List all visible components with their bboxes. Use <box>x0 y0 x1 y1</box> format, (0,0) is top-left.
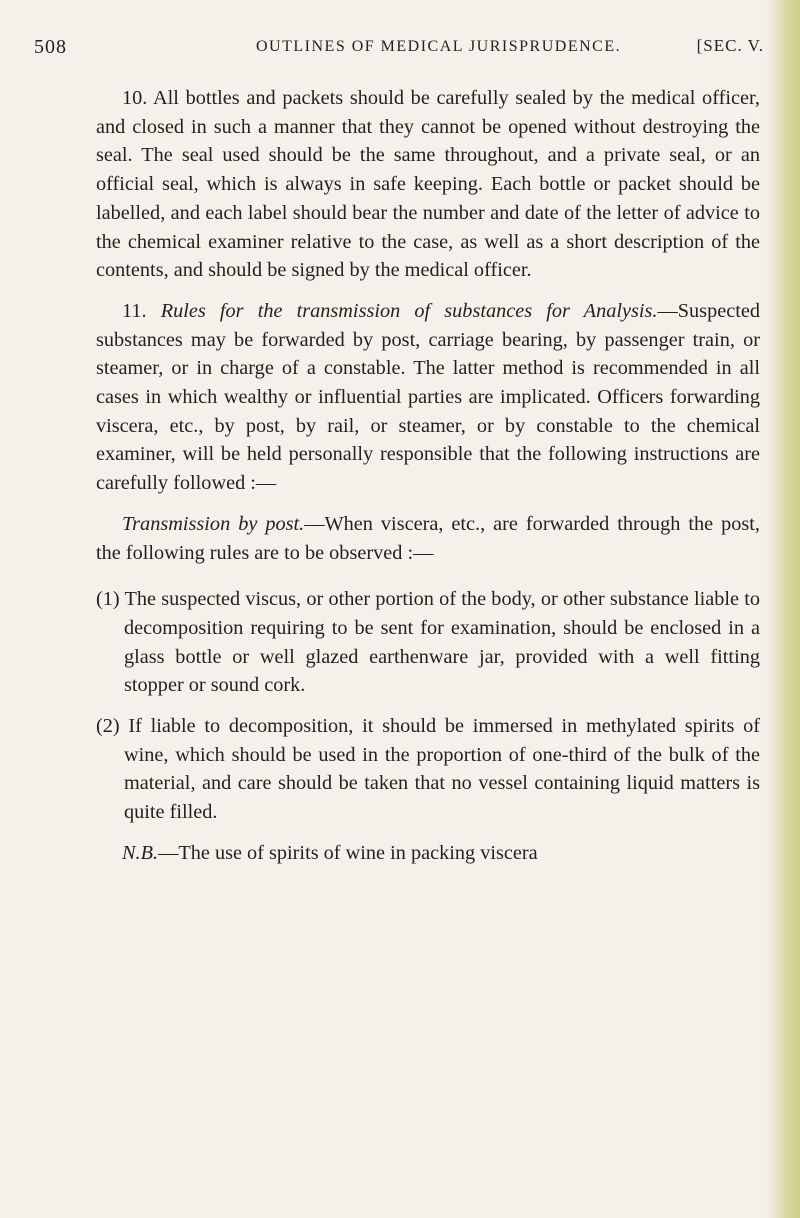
page-number: 508 <box>34 36 67 58</box>
list-item-1: (1) The suspected viscus, or other portion of the body, or other substance liable to decomposition requiring to be sent for examination, should be enclosed in a glass bottle or well glazed earthenware jar, provided with a well fitting stopper or sound cork. <box>96 588 760 697</box>
transmission-post-heading: Transmission by post. <box>122 512 305 535</box>
paragraph-transmission-post <box>96 510 760 567</box>
section-label: [SEC. V. <box>696 36 764 55</box>
paragraph-10: 10. All bottles and packets should be carefully sealed by the medical officer, and closed in such a manner that they cannot be opened without destroying the seal. The seal used should be the same throughout, and a private seal, or an official seal, which is always in safe keeping. Each bottle or packet should be labelled, and each label should bear the number and date of the letter of advice to the chemical examiner relative to the case, as well as a short description of the contents, and should be signed by the medical officer. <box>96 87 760 282</box>
paragraph-11-text: —Suspected substances may be forwarded by post, carriage bearing, by passenger train, or steamer, or in charge of a constable. The latter method is recommended in all cases in which wealthy or influential parties are implicated. Officers forwarding viscera, etc., by post, by rail, or steamer, or by constable to the chemical examiner, will be held personally responsible that the following instructions are carefully followed :— <box>96 299 760 495</box>
paragraph-11-number: 11. <box>122 299 147 322</box>
paragraph-11 <box>96 297 760 498</box>
page-body <box>96 84 760 868</box>
running-title: OUTLINES OF MEDICAL JURISPRUDENCE. <box>256 38 622 55</box>
paragraph-11-heading: Rules for the transmission of substances for Analysis. <box>160 299 658 322</box>
transmission-post-text: —When viscera, etc., are forwarded through the post, the following rules are to be observed :— <box>96 512 760 564</box>
nota-bene-paragraph <box>96 839 760 868</box>
page-header <box>34 36 764 66</box>
nota-bene-label: N.B. <box>122 841 159 864</box>
page-edge-shadow <box>766 0 800 1218</box>
nota-bene-text: —The use of spirits of wine in packing viscera <box>158 841 538 864</box>
list-item-2: (2) If liable to decomposition, it should be immersed in methylated spirits of wine, which should be used in the proportion of one-third of the bulk of the material, and care should be taken that no vessel containing liquid matters is quite filled. <box>96 715 760 824</box>
